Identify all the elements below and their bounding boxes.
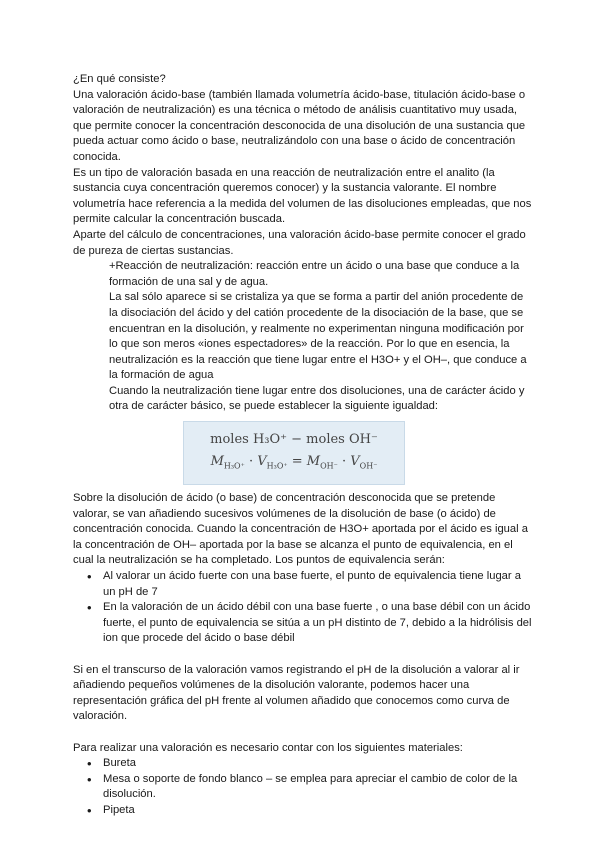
section-heading: ¿En qué consiste? [73,73,166,85]
eq-v: V [257,453,267,469]
eq-sub-oh-2: OH⁻ [359,461,378,471]
list-item: • Al valorar un ácido fuerte con una base fuerte, el punto de equivalencia tiene lugar a un pH de 7 [73,569,533,600]
paragraph-materials: Para realizar una valoración es necesario contar con los siguientes materiales: [73,741,463,754]
eq-sub-oh: OH⁻ [320,461,338,471]
eq-sub-h3o-2: H₃O⁺ [266,461,288,471]
paragraph-salt: La sal sólo aparece si se cristaliza ya que se forma a partir del anión procedente de la disociación del ácido y del catión procedente de la disociación de la base, que se encuentran en la disolución, y realmente no experimentan ninguna modificación por lo que son meros «iones espectadores» de la reacción. Por lo que en esencia, la neutralización es la reacción que tiene lugar entre el H3O+ y el OH–, que conduce a la formación de agua [109,291,527,382]
eq-sub-h3o: H₃O⁺ [223,461,245,471]
list-item: • Bureta [73,756,533,772]
paragraph-curve: Si en el transcurso de la valoración vamos registrando el pH de la disolución a valorar al ir añadiendo pequeños volúmenes de la disolución valorante, podemos hacer una representación gráfica del pH frente al volumen añadido que conocemos como curva de valoración. [73,663,520,723]
list-item: • Mesa o soporte de fondo blanco – se emplea para apreciar el cambio de color de la disolución. [73,772,533,803]
eq-dot-2: · [337,453,351,469]
list-item: • En la valoración de un ácido débil con una base fuerte , o una base débil con un ácido fuerte, el punto de equivalencia se sitúa a un pH distinto de 7, debido a la hidrólisis del ion que procede del ácido o base débil [73,600,533,647]
paragraph-neutralization: +Reacción de neutralización: reacción entre un ácido o una base que conduce a la formación de una sal y de agua. [109,260,520,288]
eq-m: M [210,453,224,469]
paragraph-purity: Aparte del cálculo de concentraciones, una valoración ácido-base permite conocer el grado de pureza de ciertas sustancias. [73,228,526,257]
equivalence-list [73,569,533,647]
paragraph-definition: Una valoración ácido-base (también llamada volumetría ácido-base, titulación ácido-base o valoración de neutralización) es una técnica o método de análisis cuantitativo muy usada, que permite conocer la concentración desconocida de una disolución de una sustancia que pueda actuar como ácido o base, neutralizándolo con una base o ácido de concentración conocida. [73,88,526,163]
eq-dot: · [244,453,258,469]
paragraph-equivalence: Sobre la disolución de ácido (o base) de concentración desconocida que se pretende valorar, se van añadiendo sucesivos volúmenes de la disolución de base (o ácido) de concentración conocida. Cuando la concentración de H3O+ aportada por el ácido es igual a la concentración de OH– aportada por la base se alcanza el punto de equivalencia, en el cual la neutralización se ha completado. Los puntos de equivalencia serán: [73,492,528,567]
paragraph-equality: Cuando la neutralización tiene lugar entre dos disoluciones, una de carácter ácido y otra de carácter básico, se puede establecer la siguiente igualdad: [109,384,525,413]
materials-list [73,756,533,818]
list-item: • Pipeta [73,803,533,819]
document-body [73,72,533,819]
equation-line-1: moles H₃O⁺ − moles OH⁻ [210,431,378,447]
eq-equals: = [287,453,307,469]
equation-box [183,421,405,485]
paragraph-type: Es un tipo de valoración basada en una reacción de neutralización entre el analito (la sustancia cuya concentración queremos conocer) y la sustancia valorante. El nombre volumetría hace referencia a la medida del volumen de las disoluciones empleadas, que nos permite calcular la concentración buscada. [73,166,532,226]
eq-m-2: M [306,453,321,469]
equation-line-2 [211,451,378,478]
eq-v-2: V [350,453,360,469]
